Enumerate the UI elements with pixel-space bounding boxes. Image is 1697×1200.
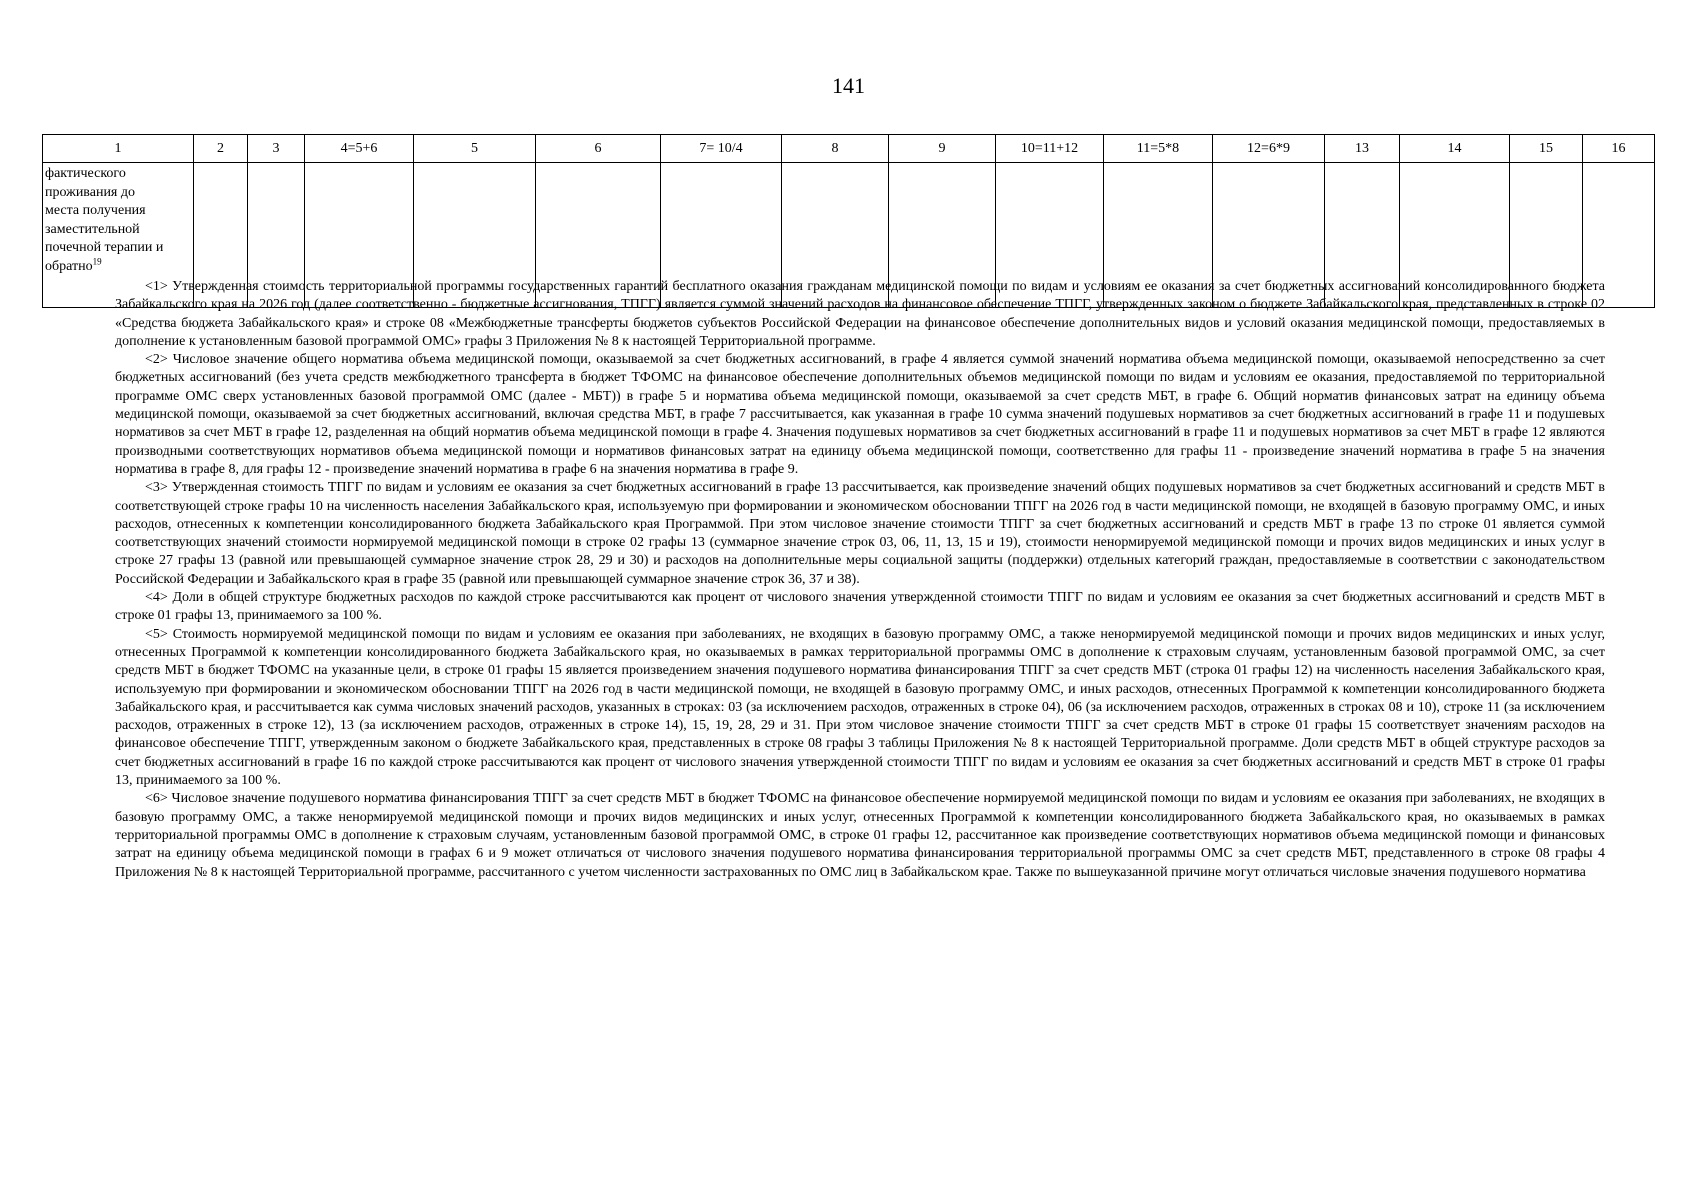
footnote-4: <4> Доли в общей структуре бюджетных расходов по каждой строке рассчитываются как процент от числового значения утвержденной стоимости ТПГГ по видам и условиям ее оказания за счет бюджетных ассигнований и средств МБТ в строке 01 графы 13, принимаемого за 100 %. (115, 590, 1605, 624)
column-header: 9 (889, 135, 996, 163)
column-header: 6 (536, 135, 661, 163)
column-header: 12=6*9 (1213, 135, 1325, 163)
footnotes (115, 278, 1605, 882)
row-label-line: обратно (45, 258, 93, 274)
column-header: 16 (1583, 135, 1655, 163)
column-header: 13 (1325, 135, 1400, 163)
footnote-5: <5> Стоимость нормируемой медицинской помощи по видам и условиям ее оказания при заболеваниях, не входящих в базовую программу ОМС, а также ненормируемой медицинской помощи и прочих видов медицинских и иных услуг, отнесенных Программой к компетенции консолидированного бюджета Забайкальского края, но оказываемых в рамках территориальной программы ОМС в дополнение к страховым случаям, установленным базовой программой ОМС, за счет средств МБТ в бюджет ТФОМС на указанные цели, в строке 01 графы 15 является произведением значения подушевого норматива финансирования ТПГГ за счет средств МБТ (строка 01 графы 12) на численность населения Забайкальского края, используемую при формировании и экономическом обосновании ТПГГ на 2026 год в части медицинской помощи, не входящей в базовую программу ОМС, и иных расходов, отнесенных Программой к компетенции консолидированного бюджета Забайкальского края, и рассчитывается как сумма числовых значений расходов, указанных в строках: 03 (за исключением расходов, отраженных в строке 04), 06 (за исключением расходов, отраженных в строках 08 и 10), строке 11 (за исключением расходов, отраженных в строке 12), 13 (за исключением расходов, отраженных в строке 14), 15, 19, 28, 29 и 31. При этом числовое значение стоимости ТПГГ за счет средств МБТ в строке 01 графы 15 соответствует значениям расходов на финансовое обеспечение ТПГГ, утвержденным законом о бюджете Забайкальского края, представленных в строке 08 графы 3 таблицы Приложения № 8 к настоящей Территориальной программе. Доли средств МБТ в общей структуре расходов за счет бюджетных ассигнований в графе 16 по каждой строке рассчитываются как процент от числового значения утвержденной стоимости ТПГГ по видам и условиям ее оказания за счет бюджетных ассигнований и средств МБТ в строке 01 графы 13, принимаемого за 100 %. (115, 626, 1605, 789)
footnote-2: <2> Числовое значение общего норматива объема медицинской помощи, оказываемой за счет бюджетных ассигнований, в графе 4 является суммой значений норматива объема медицинской помощи, оказываемой непосредственно за счет бюджетных ассигнований (без учета средств межбюджетного трансферта в бюджет ТФОМС на финансовое обеспечение дополнительных объемов медицинской помощи по видам и условиям ее оказания, предоставляемой по территориальной программе ОМС сверх установленных базовой программой ОМС (далее - МБТ)) в графе 5 и норматива объема медицинской помощи, оказываемой за счет средств МБТ, в графе 6. Общий норматив финансовых затрат на единицу объема медицинской помощи, оказываемой за счет бюджетных ассигнований, включая средства МБТ, в графе 7 рассчитывается, как указанная в графе 10 сумма значений подушевых нормативов за счет бюджетных ассигнований в графе 11 и подушевых нормативов за счет МБТ в графе 12, разделенная на общий норматив объема медицинской помощи в графе 4. Значения подушевых нормативов за счет бюджетных ассигнований в графе 11 и подушевых нормативов за счет МБТ в графе 12 являются производными соответствующих нормативов объема медицинской помощи и нормативов финансовых затрат на единицу объема медицинской помощи, соответственно для графы 11 - произведение значений норматива в графе 5 на значения норматива в графе 8, для графы 12 - произведение значений норматива в графе 6 на значения норматива в графе 9. (115, 352, 1605, 477)
row-label-line: места получения (45, 203, 146, 218)
row-label-line: проживания до (45, 184, 135, 200)
column-header: 1 (43, 135, 194, 163)
column-header: 2 (194, 135, 248, 163)
column-header: 5 (414, 135, 536, 163)
page-number: 141 (832, 73, 865, 98)
table-header-row (43, 135, 1655, 163)
row-label-line: почечной терапии и (45, 240, 164, 255)
column-header: 4=5+6 (305, 135, 414, 163)
column-header: 15 (1510, 135, 1583, 163)
column-header: 3 (248, 135, 305, 163)
footnote-6: <6> Числовое значение подушевого норматива финансирования ТПГГ за счет средств МБТ в бюджет ТФОМС на финансовое обеспечение нормируемой медицинской помощи по видам и условиям ее оказания при заболеваниях, не входящих в базовую программу ОМС, а также ненормируемой медицинской помощи и прочих видов медицинских и иных услуг, отнесенных Программой к компетенции консолидированного бюджета Забайкальского края, но оказываемых в рамках территориальной программы ОМС в дополнение к страховым случаям, установленным базовой программой ОМС, в строке 01 графы 12, рассчитанное как произведение соответствующих нормативов объема медицинской помощи и финансовых затрат на единицу объема медицинской помощи в графах 6 и 9 может отличаться от числового значения подушевого норматива финансирования территориальной программы ОМС за счет средств МБТ, представленного в строке 08 графы 4 Приложения № 8 к настоящей Территориальной программе, рассчитанного с учетом численности застрахованных по ОМС лиц в Забайкальском крае. Также по вышеуказанной причине могут отличаться числовые значения подушевого норматива (115, 791, 1605, 880)
column-header: 8 (782, 135, 889, 163)
column-header: 7= 10/4 (661, 135, 782, 163)
footnote-1: <1> Утвержденная стоимость территориальной программы государственных гарантий бесплатного оказания гражданам медицинской помощи по видам и условиям ее оказания за счет бюджетных ассигнований консолидированного бюджета Забайкальского края на 2026 год (далее соответственно - бюджетные ассигнования, ТПГГ) является суммой значений расходов на финансовое обеспечение ТПГГ, утвержденных законом о бюджете Забайкальского края, представленных в строке 02 «Средства бюджета Забайкальского края» и строке 08 «Межбюджетные трансферты бюджетов субъектов Российской Федерации на финансовое обеспечение дополнительных видов и условий оказания медицинской помощи, предоставляемых в дополнение к установленным базовой программой ОМС» графы 3 Приложения № 8 к настоящей Территориальной программе. (115, 279, 1605, 349)
column-header: 10=11+12 (996, 135, 1104, 163)
footnote-mark: 19 (92, 255, 102, 266)
column-header: 14 (1400, 135, 1510, 163)
row-label-line: заместительной (45, 221, 140, 237)
column-header: 11=5*8 (1104, 135, 1213, 163)
row-label-line: фактического (45, 166, 126, 181)
footnote-3: <3> Утвержденная стоимость ТПГГ по видам и условиям ее оказания за счет бюджетных ассигнований в графе 13 рассчитывается, как произведение значений общих подушевых нормативов за счет бюджетных ассигнований и средств МБТ в соответствующей строке графы 10 на численность населения Забайкальского края, используемую при формировании и экономическом обосновании ТПГГ на 2026 год в части медицинской помощи, не входящей в базовую программу ОМС, и иных расходов, отнесенных к компетенции консолидированного бюджета Забайкальского края Программой. При этом числовое значение стоимости ТПГГ за счет бюджетных ассигнований и средств МБТ в графе 13 по строке 01 является суммой соответствующих значений стоимости нормируемой медицинской помощи в строке 02 графы 13 (суммарное значение строк 03, 06, 11, 13, 15 и 19), стоимости ненормируемой медицинской помощи и прочих видов медицинских и иных услуг в строке 27 графы 13 (равной или превышающей суммарное значение строк 28, 29 и 30) и расходов на дополнительные меры социальной защиты (поддержки) отдельных категорий граждан, предоставляемые в соответствии с законодательством Российской Федерации и Забайкальского края в графе 35 (равной или превышающей суммарное значение строк 36, 37 и 38). (115, 480, 1605, 587)
